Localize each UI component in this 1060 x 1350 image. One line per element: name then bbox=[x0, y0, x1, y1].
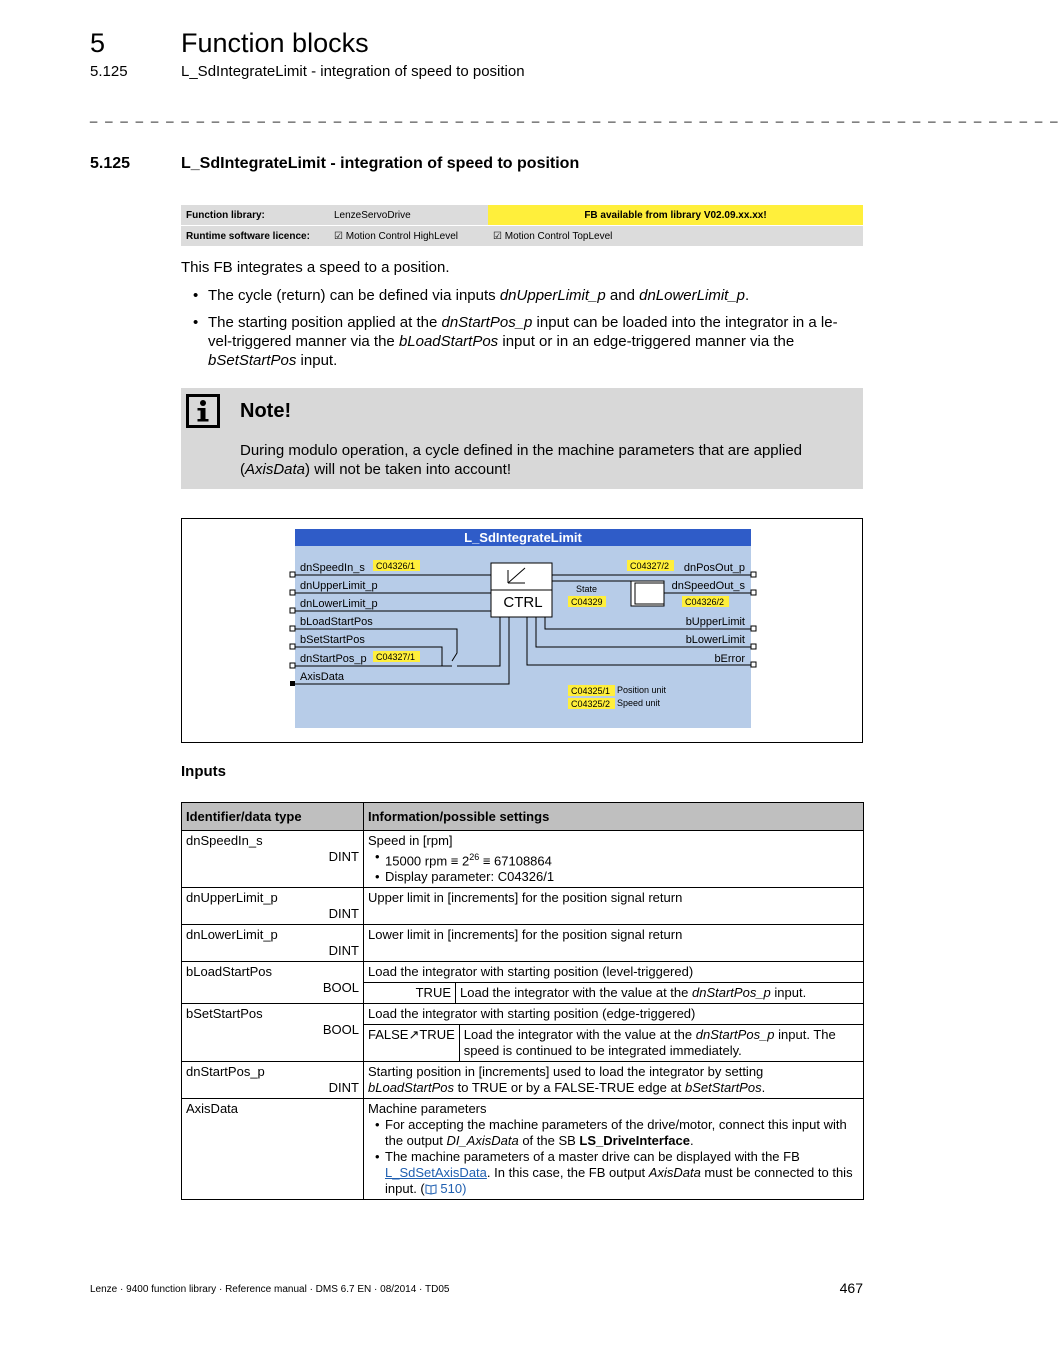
list-item bbox=[385, 849, 859, 869]
text: vel-triggered manner via the bbox=[208, 333, 399, 350]
chapter-number: 5 bbox=[90, 28, 106, 58]
data-type: DINT bbox=[328, 943, 359, 959]
text: 15000 rpm ≡ 2 bbox=[385, 853, 470, 869]
text-italic: dnUpperLimit_p bbox=[499, 287, 606, 304]
page-reference-link[interactable] bbox=[425, 1181, 462, 1196]
text: The starting position applied at the bbox=[208, 314, 442, 331]
code-tag: C04327/1 bbox=[376, 652, 416, 662]
code-tag: C04325/2 bbox=[571, 699, 611, 709]
text: ) will not be taken into account! bbox=[305, 461, 511, 478]
input-label: bSetStartPos bbox=[300, 634, 365, 646]
info-cell: Upper limit in [increments] for the position signal return bbox=[364, 888, 864, 925]
info-cell bbox=[364, 1004, 864, 1062]
text: . In this case, the FB output bbox=[486, 1165, 649, 1181]
licence-row bbox=[181, 226, 863, 247]
text: input or in an edge-triggered manner via the bbox=[498, 333, 795, 350]
state-label: State bbox=[576, 584, 598, 594]
table-row bbox=[182, 925, 864, 962]
library-label: Function library: bbox=[181, 205, 329, 226]
text: For accepting the machine parameters of the drive/motor, connect this input with the output bbox=[385, 1117, 847, 1149]
page-number: 467 bbox=[839, 1280, 863, 1296]
column-header: Identifier/data type bbox=[182, 803, 364, 831]
text: of the SB bbox=[518, 1133, 580, 1149]
identifier-cell bbox=[182, 925, 364, 962]
fb-link[interactable]: L_SdSetAxisData bbox=[385, 1165, 487, 1181]
identifier: dnUpperLimit_p bbox=[186, 890, 278, 906]
header-separator: _ _ _ _ _ _ _ _ _ _ _ _ _ _ _ _ _ _ _ _ _ _ _ _ _ _ _ _ _ _ _ _ _ _ _ _ _ _ _ _ _ _ _ _ _ _ _ _ _ _ _ _ _ _ _ _ _ _ _ _ _ _ _ _ bbox=[90, 108, 1060, 123]
code-tag: C04325/1 bbox=[571, 686, 611, 696]
text: The cycle (return) can be defined via inputs bbox=[208, 287, 500, 304]
text: must be connected to this input. ( bbox=[385, 1165, 853, 1197]
inputs-heading: Inputs bbox=[181, 763, 226, 780]
data-type: BOOL bbox=[322, 1022, 359, 1038]
text: input can be loaded into the integrator in a le- bbox=[532, 314, 838, 331]
info-text: Load the integrator with starting position (edge-triggered) bbox=[368, 1006, 696, 1022]
text-italic: bLoadStartPos bbox=[398, 333, 499, 350]
identifier: bSetStartPos bbox=[186, 1006, 263, 1022]
setting-row bbox=[364, 983, 863, 1004]
text-italic: AxisData bbox=[648, 1165, 701, 1181]
availability-badge: FB available from library V02.09.xx.xx! bbox=[488, 205, 863, 226]
bullet-line bbox=[208, 351, 863, 370]
info-text: Machine parameters bbox=[368, 1101, 487, 1117]
bullet-start-position bbox=[193, 313, 863, 370]
setting-key: TRUE bbox=[364, 983, 456, 1004]
note-line bbox=[240, 460, 850, 479]
licence-highlevel: ☑ Motion Control HighLevel bbox=[329, 226, 488, 247]
text: ( bbox=[240, 461, 245, 478]
settings-table bbox=[364, 982, 863, 1003]
superscript: 26 bbox=[469, 852, 480, 862]
code-tag: C04326/2 bbox=[685, 597, 725, 607]
output-label: bError bbox=[714, 653, 745, 665]
input-label: bLoadStartPos bbox=[300, 616, 373, 628]
text: ) bbox=[462, 1181, 467, 1197]
list-item bbox=[385, 1149, 859, 1197]
identifier: dnSpeedIn_s bbox=[186, 833, 263, 848]
info-text: Speed in [rpm] bbox=[368, 833, 453, 848]
text-italic: dnStartPos_p bbox=[695, 1027, 775, 1043]
identifier-cell bbox=[182, 1004, 364, 1062]
data-type: DINT bbox=[328, 906, 359, 922]
bullet-cycle bbox=[193, 286, 863, 305]
inputs-table bbox=[181, 802, 864, 1200]
identifier: dnLowerLimit_p bbox=[186, 927, 278, 943]
table-row bbox=[182, 1004, 864, 1062]
info-text bbox=[368, 1080, 859, 1096]
text: Load the integrator with the value at the bbox=[463, 1027, 696, 1043]
text-italic: bLoadStartPos bbox=[368, 1080, 455, 1096]
bullet-text bbox=[208, 313, 863, 370]
note-text bbox=[240, 441, 850, 479]
text-italic: dnLowerLimit_p bbox=[639, 287, 746, 304]
output-box bbox=[631, 581, 664, 606]
info-cell: Lower limit in [increments] for the position signal return bbox=[364, 925, 864, 962]
footer-text: Lenze · 9400 function library · Reference manual · DMS 6.7 EN · 08/2014 · TD05 bbox=[90, 1284, 450, 1295]
text: Load the integrator with the value at the bbox=[460, 985, 692, 1001]
bullet-text bbox=[208, 286, 863, 305]
text-italic: dnStartPos_p bbox=[441, 314, 533, 331]
info-cell bbox=[364, 962, 864, 1004]
setting-value bbox=[459, 1025, 863, 1062]
info-list bbox=[368, 849, 859, 885]
info-text: Load the integrator with starting position (level-triggered) bbox=[368, 964, 694, 980]
identifier-cell bbox=[182, 888, 364, 925]
text-italic: bSetStartPos bbox=[684, 1080, 762, 1096]
list-item: • Display parameter: C04326/1 bbox=[385, 869, 859, 885]
licence-label: Runtime software licence: bbox=[181, 226, 329, 247]
info-icon bbox=[186, 394, 220, 428]
identifier-cell bbox=[182, 831, 364, 888]
unit-label: Position unit bbox=[617, 685, 667, 695]
output-label: bUpperLimit bbox=[685, 616, 745, 628]
input-label: AxisData bbox=[300, 671, 345, 683]
output-label: dnPosOut_p bbox=[683, 562, 745, 574]
library-table bbox=[181, 205, 863, 247]
code-tag: C04326/1 bbox=[376, 561, 416, 571]
setting-value bbox=[456, 983, 864, 1004]
text: input. bbox=[770, 985, 807, 1001]
bullet-dot: • bbox=[193, 314, 199, 331]
text: ≡ 67108864 bbox=[479, 853, 552, 869]
text: to TRUE or by a FALSE-TRUE edge at bbox=[454, 1080, 685, 1096]
data-type: BOOL bbox=[322, 980, 359, 996]
unit-label: Speed unit bbox=[617, 698, 661, 708]
chapter-title: Function blocks bbox=[181, 28, 369, 58]
info-cell bbox=[364, 831, 864, 888]
info-cell bbox=[364, 1062, 864, 1099]
input-label: dnLowerLimit_p bbox=[300, 598, 378, 610]
bullet-line bbox=[208, 332, 863, 351]
text: . bbox=[761, 1080, 766, 1096]
text-italic: bSetStartPos bbox=[208, 352, 297, 369]
info-text: Starting position in [increments] used to load the integrator by setting bbox=[368, 1064, 764, 1080]
input-label: dnStartPos_p bbox=[300, 653, 367, 665]
text: input. bbox=[296, 352, 338, 369]
setting-key: FALSE↗TRUE bbox=[364, 1025, 459, 1062]
data-type: DINT bbox=[328, 1080, 359, 1096]
text-bold: LS_DriveInterface bbox=[579, 1133, 690, 1149]
identifier: bLoadStartPos bbox=[186, 964, 273, 980]
bullet-dot: • bbox=[193, 287, 199, 304]
identifier-cell bbox=[182, 1099, 364, 1200]
text-italic: AxisData bbox=[245, 461, 306, 478]
bullet-line bbox=[208, 313, 863, 332]
note-title: Note! bbox=[240, 400, 292, 422]
text-italic: DI_AxisData bbox=[446, 1133, 519, 1149]
text: . bbox=[745, 287, 750, 304]
table-row bbox=[182, 1099, 864, 1200]
table-row bbox=[182, 1062, 864, 1099]
identifier: AxisData bbox=[186, 1101, 239, 1117]
text-italic: dnStartPos_p bbox=[692, 985, 771, 1001]
text: The machine parameters of a master drive can be displayed with the FB bbox=[385, 1149, 800, 1165]
text: . bbox=[689, 1133, 694, 1149]
list-item bbox=[385, 1117, 859, 1149]
identifier: dnStartPos_p bbox=[186, 1064, 265, 1080]
diagram-svg bbox=[182, 519, 862, 742]
book-icon bbox=[425, 1184, 437, 1194]
section-number: 5.125 bbox=[90, 63, 128, 80]
info-cell bbox=[364, 1099, 864, 1200]
text: input. The speed is continued to be integrated immediately. bbox=[463, 1027, 836, 1059]
ctrl-label: CTRL bbox=[503, 594, 543, 611]
note-line: During modulo operation, a cycle defined in the machine parameters that are applied bbox=[240, 442, 803, 459]
column-header: Information/possible settings bbox=[364, 803, 864, 831]
identifier-cell bbox=[182, 962, 364, 1004]
table-row bbox=[182, 962, 864, 1004]
page-reference: 510 bbox=[440, 1181, 463, 1197]
table-row bbox=[182, 831, 864, 888]
text: and bbox=[605, 287, 640, 304]
heading-title: L_SdIntegrateLimit - integration of speed to position bbox=[181, 155, 580, 172]
input-label: dnSpeedIn_s bbox=[300, 562, 365, 574]
note-box bbox=[181, 388, 863, 489]
licence-toplevel: ☑ Motion Control TopLevel bbox=[488, 226, 863, 247]
data-type: DINT bbox=[328, 849, 359, 864]
function-block-diagram bbox=[181, 518, 863, 743]
code-tag: C04329 bbox=[571, 597, 603, 607]
table-header-row bbox=[182, 803, 864, 831]
settings-table bbox=[364, 1024, 863, 1061]
library-value: LenzeServoDrive bbox=[329, 205, 488, 226]
table-row bbox=[182, 888, 864, 925]
setting-row bbox=[364, 1025, 863, 1062]
heading-number: 5.125 bbox=[90, 155, 131, 172]
code-tag: C04327/2 bbox=[630, 561, 670, 571]
library-row bbox=[181, 205, 863, 226]
input-label: dnUpperLimit_p bbox=[300, 580, 378, 592]
diagram-title: L_SdIntegrateLimit bbox=[464, 530, 582, 545]
section-title: L_SdIntegrateLimit - integration of speed to position bbox=[181, 63, 525, 80]
intro-text: This FB integrates a speed to a position. bbox=[181, 259, 450, 276]
info-list bbox=[368, 1117, 859, 1197]
output-label: bLowerLimit bbox=[685, 634, 745, 646]
output-label: dnSpeedOut_s bbox=[671, 580, 745, 592]
identifier-cell bbox=[182, 1062, 364, 1099]
